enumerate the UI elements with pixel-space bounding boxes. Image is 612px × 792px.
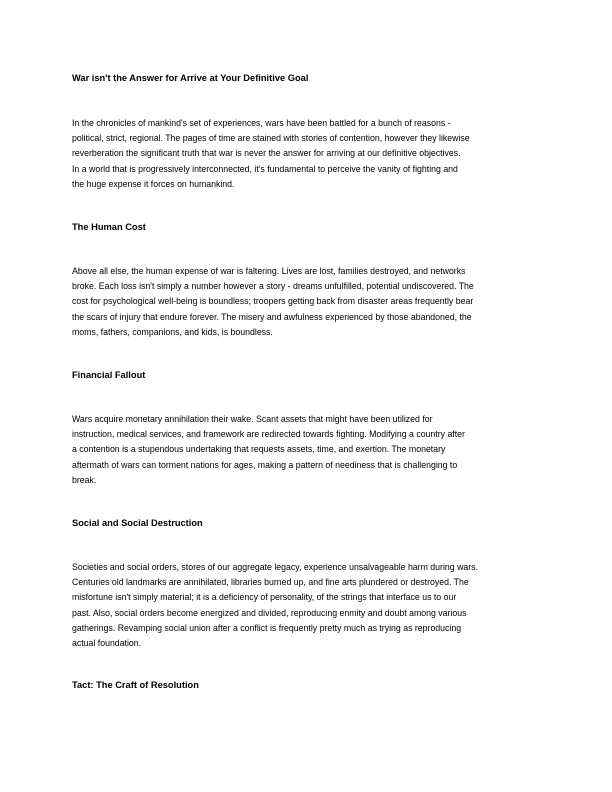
document-title: War isn't the Answer for Arrive at Your Definitive Goal: [72, 73, 309, 83]
intro-line: political, strict, regional. The pages of time are stained with stories of contention, however they likewise: [72, 133, 470, 144]
paragraph-line: Above all else, the human expense of war is faltering. Lives are lost, families destroyed, and networks: [72, 266, 466, 276]
paragraph-line: actual foundation.: [72, 638, 142, 649]
paragraph-line: past. Also, social orders become energized and divided, reproducing enmity and doubt among various: [72, 607, 467, 618]
section-paragraph-financial-fallout: [72, 412, 552, 488]
paragraph-line: Societies and social orders, stores of our aggregate legacy, experience unsalvageable harm during wars.: [72, 562, 478, 572]
paragraph-line: gatherings. Revamping social union after a conflict is frequently pretty much as trying as reproducing: [72, 622, 462, 633]
paragraph-line: misfortune isn't simply material; it is a deficiency of personality, of the strings that interface us to our: [72, 592, 457, 603]
paragraph-line: broke. Each loss isn't simply a number however a story - dreams unfulfilled, potential undiscovered. The: [72, 281, 474, 292]
section-heading-tact: Tact: The Craft of Resolution: [72, 680, 199, 690]
paragraph-line: instruction, medical services, and framework are redirected towards fighting. Modifying a country after: [72, 429, 465, 440]
paragraph-line: break.: [72, 474, 97, 485]
paragraph-line: aftermath of wars can torment nations for ages, making a pattern of neediness that is challenging to: [72, 459, 458, 470]
paragraph-line: Centuries old landmarks are annihilated, libraries burned up, and fine arts plundered or destroyed. The: [72, 577, 469, 588]
intro-line: In a world that is progressively interconnected, it's fundamental to perceive the vanity of fighting and: [72, 163, 458, 174]
paragraph-line: a contention is a stupendous undertaking that requests assets, time, and exertion. The monetary: [72, 444, 446, 455]
section-heading-human-cost: The Human Cost: [72, 222, 146, 232]
paragraph-line: cost for psychological well-being is boundless; troopers getting back from disaster areas frequently bear: [72, 296, 474, 307]
paragraph-line: moms, fathers, companions, and kids, is boundless.: [72, 326, 273, 337]
paragraph-line: the scars of injury that endure forever. The misery and awfulness experienced by those abandoned, the: [72, 311, 472, 322]
intro-paragraph: [72, 116, 552, 192]
section-paragraph-social-destruction: [72, 560, 552, 651]
intro-line: the huge expense it forces on humankind.: [72, 178, 235, 189]
section-paragraph-human-cost: [72, 264, 552, 340]
intro-line: In the chronicles of mankind's set of experiences, wars have been battled for a bunch of reasons -: [72, 118, 451, 128]
paragraph-line: Wars acquire monetary annihilation their wake. Scant assets that might have been utilized for: [72, 414, 433, 424]
section-heading-financial-fallout: Financial Fallout: [72, 370, 146, 380]
section-heading-social-destruction: Social and Social Destruction: [72, 518, 203, 528]
intro-line: reverberation the significant truth that war is never the answer for arriving at our definitive objectives.: [72, 148, 461, 159]
